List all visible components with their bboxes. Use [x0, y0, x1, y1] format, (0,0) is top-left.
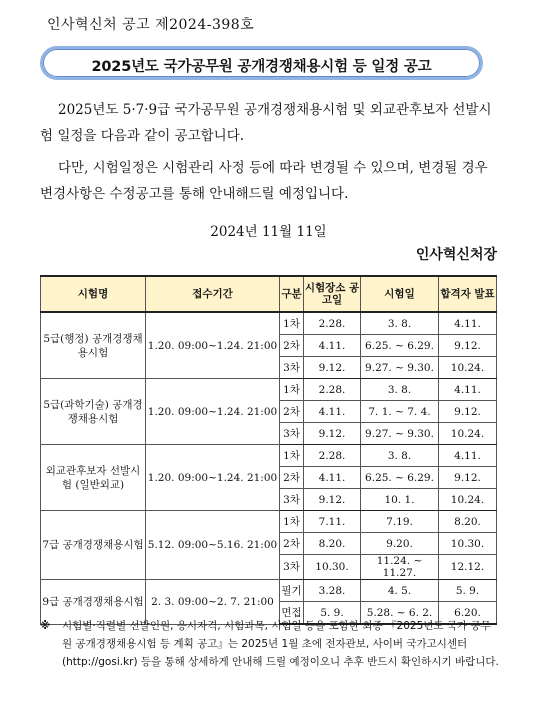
result-cell: 4.11.	[439, 445, 497, 467]
result-cell: 10.24.	[439, 357, 497, 379]
application-period-cell: 1.20. 09:00∼1.24. 21:00	[146, 445, 280, 511]
venue-notice-cell: 5. 9.	[304, 602, 361, 625]
stage-cell: 1차	[280, 445, 304, 467]
venue-notice-cell: 2.28.	[304, 445, 361, 467]
stage-cell: 3차	[280, 489, 304, 511]
table-row	[41, 511, 497, 533]
stage-cell: 1차	[280, 511, 304, 533]
exam-name-cell: 9급 공개경쟁채용시험	[41, 580, 146, 625]
application-period-cell: 5.12. 09:00∼5.16. 21:00	[146, 511, 280, 580]
venue-notice-cell: 7.11.	[304, 511, 361, 533]
stage-cell: 3차	[280, 555, 304, 580]
exam-date-cell: 3. 8.	[361, 312, 439, 335]
footnote	[40, 617, 500, 671]
result-cell: 6.20.	[439, 602, 497, 625]
venue-notice-cell: 3.28.	[304, 580, 361, 602]
stage-cell: 1차	[280, 312, 304, 335]
exam-name-cell: 7급 공개경쟁채용시험	[41, 511, 146, 580]
stage-cell: 3차	[280, 423, 304, 445]
application-period-cell: 2. 3. 09:00∼2. 7. 21:00	[146, 580, 280, 625]
header-exam-date: 시험일	[361, 276, 439, 312]
table-row	[41, 312, 497, 335]
result-cell: 4.11.	[439, 379, 497, 401]
stage-cell: 면접	[280, 602, 304, 625]
venue-notice-cell: 9.12.	[304, 357, 361, 379]
exam-date-cell: 6.25. ∼ 6.29.	[361, 335, 439, 357]
header-exam-name: 시험명	[41, 276, 146, 312]
exam-schedule-table	[40, 275, 497, 625]
exam-date-cell: 9.27. ∼ 9.30.	[361, 357, 439, 379]
footnote-text: 시험별·직렬별 선발인원, 응시자격, 시험과목, 시험일 등을 포함한 최종 『2025년도 국가 공무원 공개경쟁채용시험 등 계획 공고』는 2025년 1월 초에 전자관보, 사이버 국가고시센터(http://gosi.kr) 등을 통해 상세하게 안내해 드릴 예정이오니 추후 반드시 확인하시기 바랍니다.	[62, 620, 499, 668]
exam-name-cell: 5급(과학기술) 공개경쟁채용시험	[41, 379, 146, 445]
exam-date-cell: 6.25. ∼ 6.29.	[361, 467, 439, 489]
stage-cell: 필기	[280, 580, 304, 602]
exam-date-cell: 9.20.	[361, 533, 439, 555]
table-row	[41, 445, 497, 467]
intro-paragraph: 2025년도 5·7·9급 국가공무원 공개경쟁채용시험 및 외교관후보자 선발시험 일정을 다음과 같이 공고합니다.	[40, 102, 492, 144]
issuer-name: 인사혁신처장	[415, 247, 497, 263]
exam-date-cell: 11.24. ∼ 11.27.	[361, 555, 439, 580]
application-period-cell: 1.20. 09:00∼1.24. 21:00	[146, 312, 280, 379]
result-cell: 10.30.	[439, 533, 497, 555]
venue-notice-cell: 2.28.	[304, 379, 361, 401]
table-header-row	[41, 276, 497, 312]
stage-cell: 2차	[280, 533, 304, 555]
exam-date-cell: 3. 8.	[361, 379, 439, 401]
exam-date-cell: 5.28. ∼ 6. 2.	[361, 602, 439, 625]
exam-date-cell: 7.19.	[361, 511, 439, 533]
stage-cell: 2차	[280, 401, 304, 423]
venue-notice-cell: 2.28.	[304, 312, 361, 335]
result-cell: 10.24.	[439, 489, 497, 511]
exam-name-cell: 외교관후보자 선발시험 (일반외교)	[41, 445, 146, 511]
venue-notice-cell: 4.11.	[304, 335, 361, 357]
notice-number: 인사혁신처 공고 제2024-398호	[47, 17, 255, 33]
announcement-date: 2024년 11월 11일	[210, 224, 327, 240]
header-application-period: 접수기간	[146, 276, 280, 312]
table-row	[41, 379, 497, 401]
venue-notice-cell: 9.12.	[304, 423, 361, 445]
exam-date-cell: 10. 1.	[361, 489, 439, 511]
application-period-cell: 1.20. 09:00∼1.24. 21:00	[146, 379, 280, 445]
result-cell: 9.12.	[439, 335, 497, 357]
result-cell: 9.12.	[439, 467, 497, 489]
table-row	[41, 580, 497, 602]
stage-cell: 2차	[280, 335, 304, 357]
venue-notice-cell: 8.20.	[304, 533, 361, 555]
result-cell: 10.24.	[439, 423, 497, 445]
venue-notice-cell: 9.12.	[304, 489, 361, 511]
change-notice-paragraph: 다만, 시험일정은 시험관리 사정 등에 따라 변경될 수 있으며, 변경될 경우 변경사항은 수정공고를 통해 안내해드릴 예정입니다.	[40, 160, 488, 202]
venue-notice-cell: 4.11.	[304, 467, 361, 489]
exam-name-cell: 5급(행정) 공개경쟁채용시험	[41, 312, 146, 379]
header-stage: 구분	[280, 276, 304, 312]
result-cell: 12.12.	[439, 555, 497, 580]
venue-notice-cell: 10.30.	[304, 555, 361, 580]
result-cell: 9.12.	[439, 401, 497, 423]
stage-cell: 2차	[280, 467, 304, 489]
exam-date-cell: 9.27. ∼ 9.30.	[361, 423, 439, 445]
header-venue-notice: 시험장소 공고일	[304, 276, 361, 312]
result-cell: 8.20.	[439, 511, 497, 533]
exam-date-cell: 4. 5.	[361, 580, 439, 602]
header-result-announcement: 합격자 발표	[439, 276, 497, 312]
stage-cell: 1차	[280, 379, 304, 401]
exam-date-cell: 7. 1. ∼ 7. 4.	[361, 401, 439, 423]
result-cell: 4.11.	[439, 312, 497, 335]
venue-notice-cell: 4.11.	[304, 401, 361, 423]
footnote-mark: ※	[40, 620, 51, 632]
page-title: 2025년도 국가공무원 공개경쟁채용시험 등 일정 공고	[91, 59, 432, 75]
exam-date-cell: 3. 8.	[361, 445, 439, 467]
result-cell: 5. 9.	[439, 580, 497, 602]
stage-cell: 3차	[280, 357, 304, 379]
title-banner	[40, 46, 483, 80]
